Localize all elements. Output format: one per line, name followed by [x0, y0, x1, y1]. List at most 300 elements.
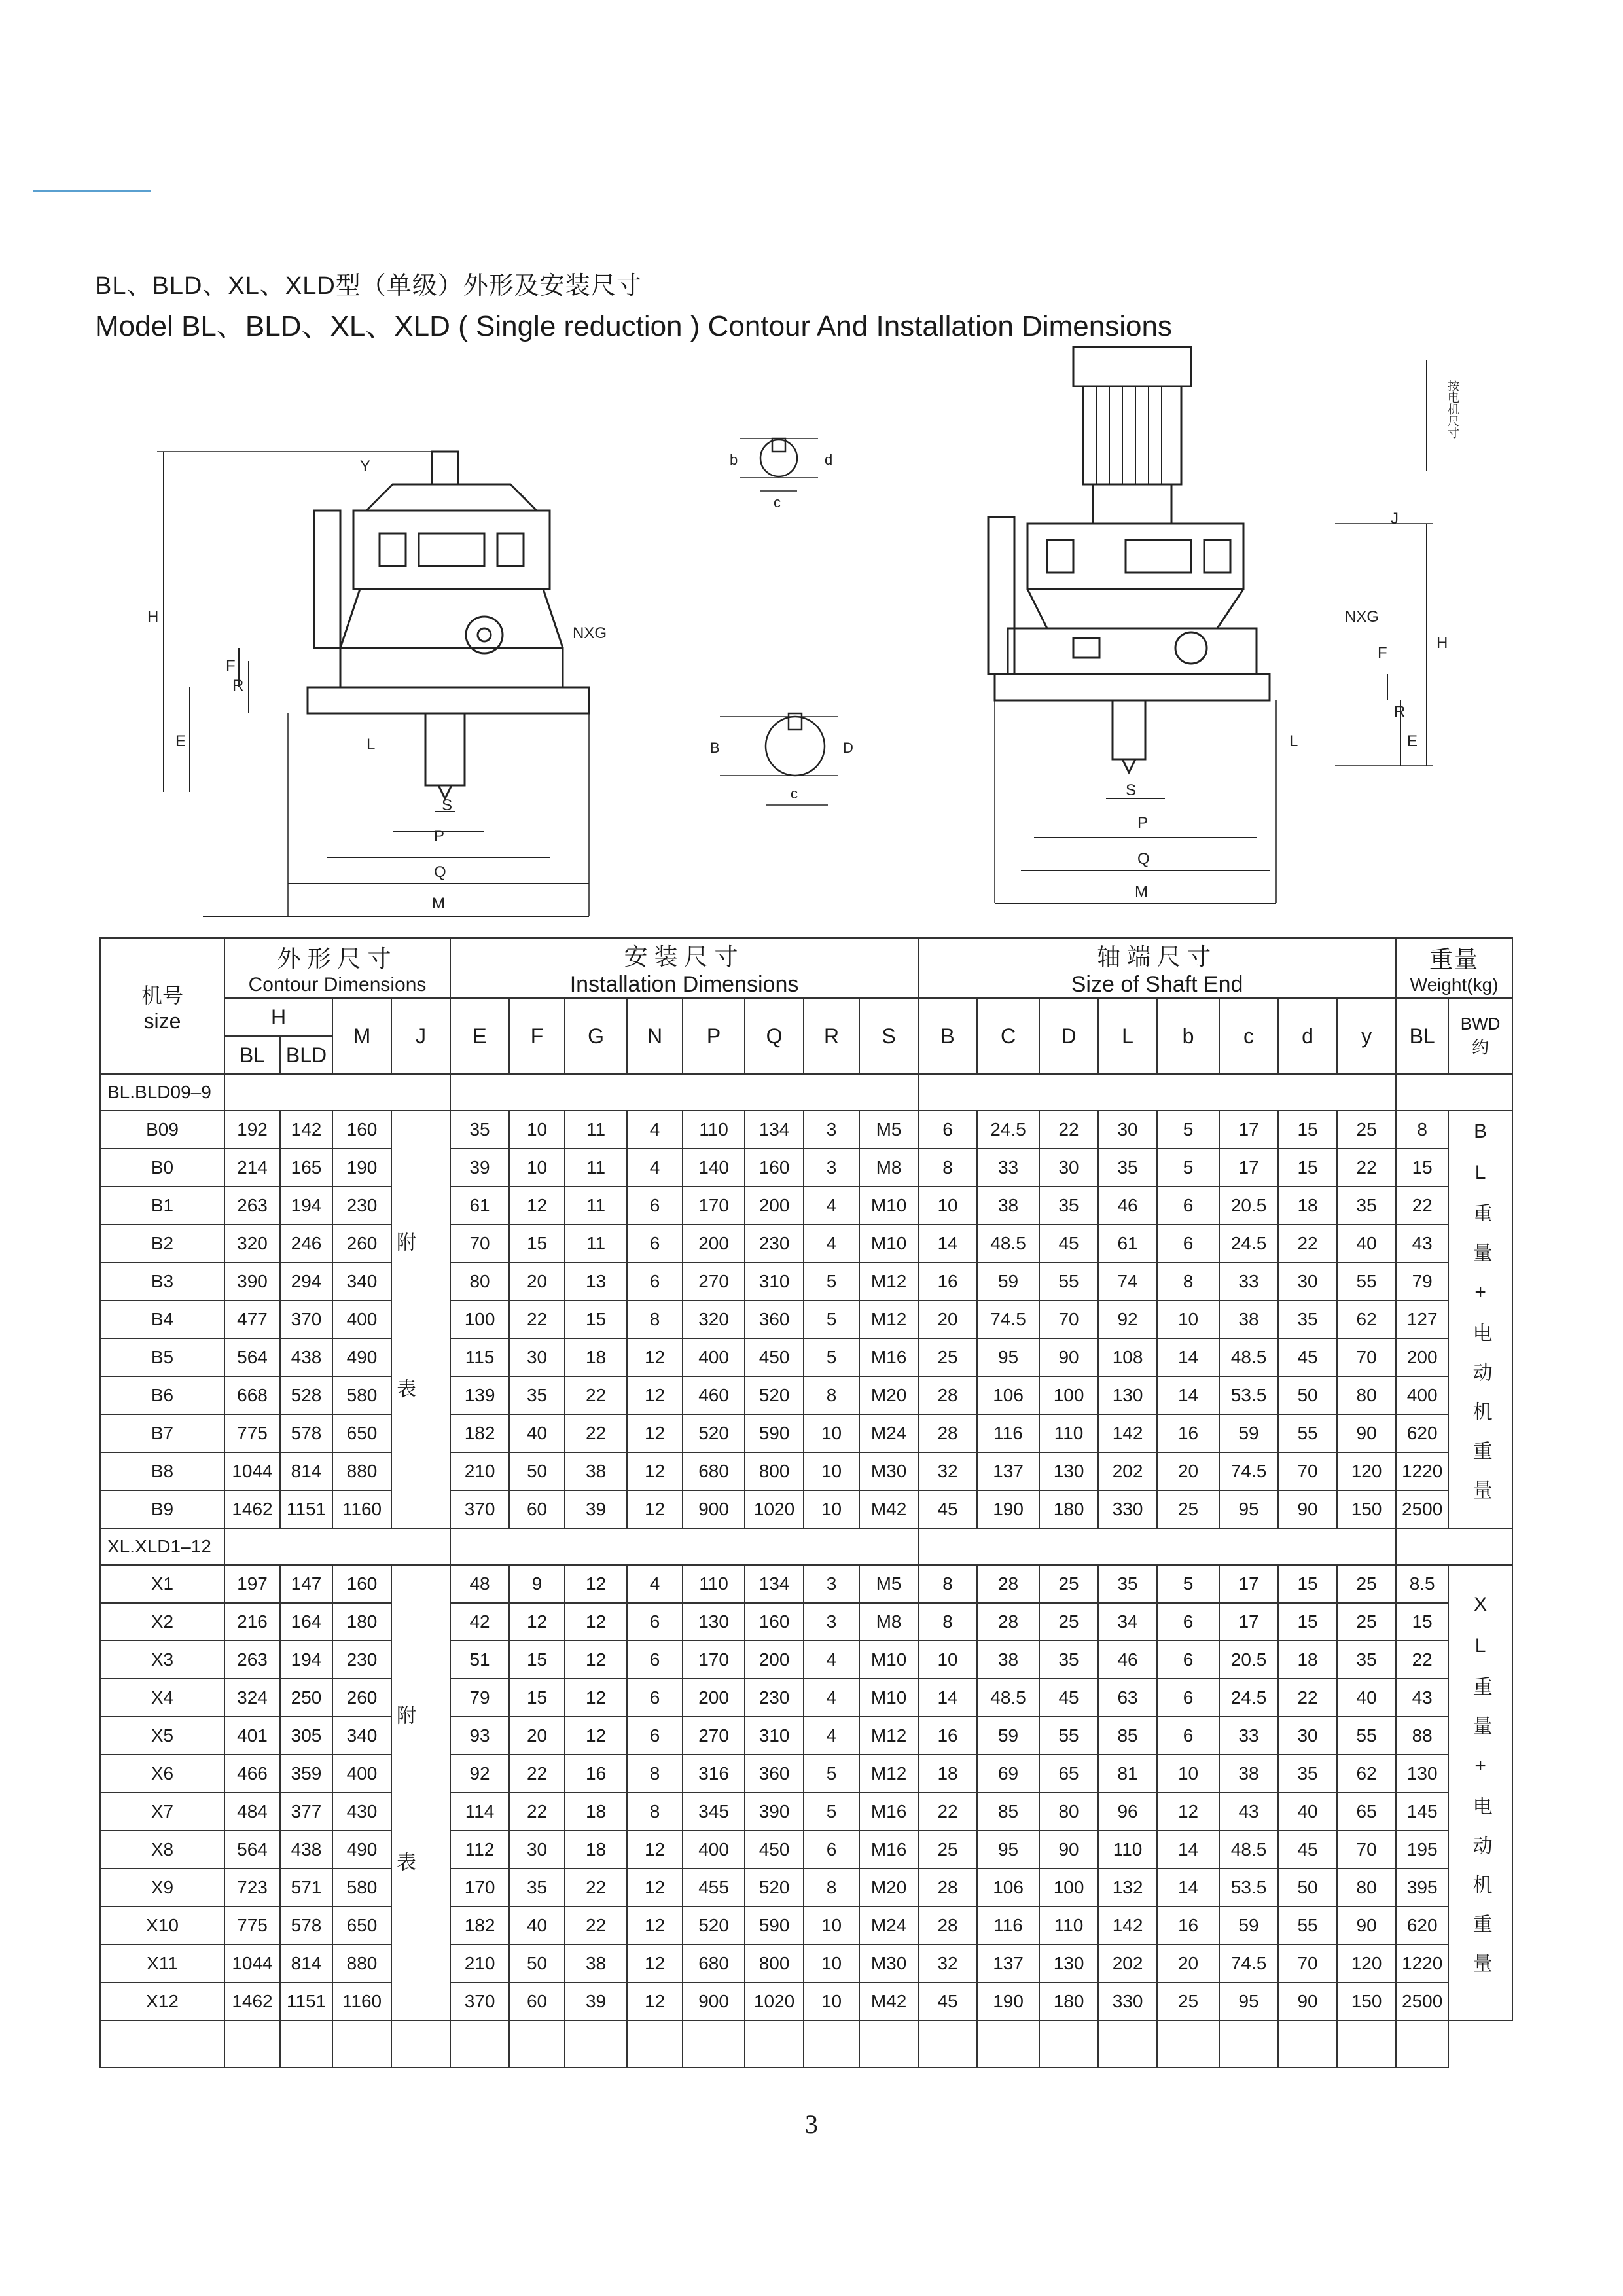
xl-cell-P: 680	[683, 1945, 745, 1982]
bl-cell-b: 5	[1157, 1149, 1219, 1187]
bl-cell-G: 11	[565, 1111, 627, 1149]
xl-cell-N: 12	[627, 1945, 683, 1982]
xl-cell-C: 59	[977, 1717, 1039, 1755]
xl-cell-G: 22	[565, 1869, 627, 1907]
col-H-BLD: BLD	[280, 1036, 332, 1074]
xl-cell-P: 316	[683, 1755, 745, 1793]
bl-cell-y: 25	[1337, 1111, 1396, 1149]
bl-cell-L: 330	[1098, 1490, 1157, 1528]
bl-cell-F: 40	[509, 1414, 565, 1452]
xl-cell-P: 170	[683, 1641, 745, 1679]
col-d: d	[1278, 998, 1337, 1074]
dimension-table	[99, 937, 1513, 2068]
xl-cell-B: 8	[918, 1603, 977, 1641]
xl-cell-c: 43	[1219, 1793, 1278, 1831]
bl-cell-y: 35	[1337, 1187, 1396, 1225]
bl-cell-L: 92	[1098, 1300, 1157, 1338]
xl-cell-B: 32	[918, 1945, 977, 1982]
xl-cell-S: M8	[859, 1603, 918, 1641]
label-F-right: F	[1378, 644, 1387, 662]
bl-cell-C: 48.5	[977, 1225, 1039, 1263]
xl-cell-S: M12	[859, 1755, 918, 1793]
xl-cell-b: 14	[1157, 1831, 1219, 1869]
xl-cell-d: 18	[1278, 1641, 1337, 1679]
xl-cell-d: 15	[1278, 1603, 1337, 1641]
xl-cell-size: X2	[100, 1603, 224, 1641]
bl-cell-D: 110	[1039, 1414, 1098, 1452]
xl-cell-H-BLD: 305	[280, 1717, 332, 1755]
col-J: J	[391, 998, 450, 1074]
bl-cell-size: B3	[100, 1263, 224, 1300]
xl-cell-H-BL: 564	[224, 1831, 280, 1869]
xl-cell-G: 38	[565, 1945, 627, 1982]
xl-cell-L: 202	[1098, 1945, 1157, 1982]
xl-cell-y: 55	[1337, 1717, 1396, 1755]
xl-cell-D: 180	[1039, 1982, 1098, 2020]
bl-cell-d: 35	[1278, 1300, 1337, 1338]
bl-cell-D: 35	[1039, 1187, 1098, 1225]
bl-cell-S: M16	[859, 1338, 918, 1376]
xl-cell-Q: 590	[745, 1907, 804, 1945]
xl-cell-S: M10	[859, 1641, 918, 1679]
xl-cell-B: 28	[918, 1869, 977, 1907]
bl-cell-d: 50	[1278, 1376, 1337, 1414]
xl-cell-y: 25	[1337, 1565, 1396, 1603]
xl-cell-c: 33	[1219, 1717, 1278, 1755]
bl-cell-B: 25	[918, 1338, 977, 1376]
bl-cell-E: 115	[450, 1338, 509, 1376]
bl-cell-R: 10	[804, 1490, 859, 1528]
xl-cell-F: 35	[509, 1869, 565, 1907]
col-y: y	[1337, 998, 1396, 1074]
label-Q-right: Q	[1137, 850, 1150, 868]
bl-cell-d: 15	[1278, 1149, 1337, 1187]
xl-cell-H-BLD: 377	[280, 1793, 332, 1831]
bl-cell-C: 137	[977, 1452, 1039, 1490]
xl-cell-weight-BL: 43	[1396, 1679, 1448, 1717]
bl-cell-H-BLD: 814	[280, 1452, 332, 1490]
xl-cell-H-BLD: 571	[280, 1869, 332, 1907]
xl-cell-C: 137	[977, 1945, 1039, 1982]
bl-cell-P: 520	[683, 1414, 745, 1452]
xl-cell-weight-BL: 145	[1396, 1793, 1448, 1831]
bl-cell-B: 6	[918, 1111, 977, 1149]
xl-cell-y: 150	[1337, 1982, 1396, 2020]
size-header-en: size	[143, 1009, 181, 1033]
xl-cell-F: 50	[509, 1945, 565, 1982]
xl-cell-weight-BL: 22	[1396, 1641, 1448, 1679]
bl-cell-P: 900	[683, 1490, 745, 1528]
bl-cell-M: 490	[332, 1338, 391, 1376]
xl-cell-E: 79	[450, 1679, 509, 1717]
shaft-header-cn: 轴端尺寸	[1097, 943, 1218, 970]
bl-cell-y: 120	[1337, 1452, 1396, 1490]
xl-cell-M: 260	[332, 1679, 391, 1717]
label-R-right: R	[1394, 703, 1406, 721]
xl-cell-H-BLD: 147	[280, 1565, 332, 1603]
xl-cell-L: 63	[1098, 1679, 1157, 1717]
bl-cell-H-BL: 263	[224, 1187, 280, 1225]
bl-cell-F: 20	[509, 1263, 565, 1300]
bl-cell-B: 45	[918, 1490, 977, 1528]
bl-cell-F: 60	[509, 1490, 565, 1528]
table-footer-blank	[100, 2020, 1512, 2068]
bl-cell-size: B1	[100, 1187, 224, 1225]
xl-cell-E: 92	[450, 1755, 509, 1793]
xl-cell-S: M5	[859, 1565, 918, 1603]
bl-cell-H-BL: 214	[224, 1149, 280, 1187]
bl-cell-size: B2	[100, 1225, 224, 1263]
xl-cell-Q: 230	[745, 1679, 804, 1717]
bl-cell-D: 22	[1039, 1111, 1098, 1149]
bl-cell-F: 30	[509, 1338, 565, 1376]
bl-cell-H-BL: 564	[224, 1338, 280, 1376]
label-J-right: J	[1391, 510, 1399, 528]
xl-cell-B: 22	[918, 1793, 977, 1831]
bl-cell-G: 13	[565, 1263, 627, 1300]
bl-j-note-2: 表	[393, 1378, 415, 1407]
col-B: B	[918, 998, 977, 1074]
xl-cell-size: X3	[100, 1641, 224, 1679]
bl-cell-H-BL: 390	[224, 1263, 280, 1300]
xl-cell-M: 580	[332, 1869, 391, 1907]
xl-cell-B: 45	[918, 1982, 977, 2020]
group-xl-label: XL.XLD1–12	[100, 1528, 224, 1565]
bl-cell-S: M12	[859, 1263, 918, 1300]
xl-cell-R: 3	[804, 1565, 859, 1603]
bl-cell-H-BLD: 578	[280, 1414, 332, 1452]
bl-cell-L: 130	[1098, 1376, 1157, 1414]
bl-cell-size: B7	[100, 1414, 224, 1452]
xl-cell-D: 35	[1039, 1641, 1098, 1679]
xl-cell-P: 130	[683, 1603, 745, 1641]
xl-cell-d: 55	[1278, 1907, 1337, 1945]
bl-cell-b: 20	[1157, 1452, 1219, 1490]
xl-cell-d: 40	[1278, 1793, 1337, 1831]
xl-cell-M: 430	[332, 1793, 391, 1831]
xl-cell-F: 22	[509, 1755, 565, 1793]
xl-j-note-1: 附	[393, 1705, 415, 1734]
xl-cell-C: 116	[977, 1907, 1039, 1945]
bl-cell-B: 32	[918, 1452, 977, 1490]
xl-cell-b: 16	[1157, 1907, 1219, 1945]
xl-cell-P: 270	[683, 1717, 745, 1755]
bl-cell-R: 10	[804, 1414, 859, 1452]
xl-cell-G: 18	[565, 1793, 627, 1831]
xl-cell-N: 12	[627, 1982, 683, 2020]
xl-cell-size: X6	[100, 1755, 224, 1793]
label-Q: Q	[434, 863, 446, 881]
xl-cell-M: 490	[332, 1831, 391, 1869]
xl-cell-c: 17	[1219, 1565, 1278, 1603]
bl-cell-B: 8	[918, 1149, 977, 1187]
header-row-1	[100, 938, 1512, 998]
label-M: M	[432, 895, 445, 912]
xl-cell-B: 28	[918, 1907, 977, 1945]
bl-cell-F: 22	[509, 1300, 565, 1338]
xl-cell-L: 34	[1098, 1603, 1157, 1641]
xl-cell-M: 180	[332, 1603, 391, 1641]
xl-cell-weight-BL: 620	[1396, 1907, 1448, 1945]
xl-cell-M: 1160	[332, 1982, 391, 2020]
bl-cell-R: 4	[804, 1187, 859, 1225]
xl-cell-size: X7	[100, 1793, 224, 1831]
bl-cell-weight-BL: 200	[1396, 1338, 1448, 1376]
bl-cell-D: 45	[1039, 1225, 1098, 1263]
xl-cell-N: 12	[627, 1831, 683, 1869]
xl-cell-H-BL: 324	[224, 1679, 280, 1717]
bl-cell-S: M10	[859, 1225, 918, 1263]
xl-cell-F: 30	[509, 1831, 565, 1869]
bl-cell-H-BL: 775	[224, 1414, 280, 1452]
xl-cell-H-BLD: 250	[280, 1679, 332, 1717]
size-header-cn: 机号	[141, 983, 183, 1007]
bl-cell-S: M10	[859, 1187, 918, 1225]
bl-cell-d: 70	[1278, 1452, 1337, 1490]
xl-cell-B: 25	[918, 1831, 977, 1869]
table-row	[100, 1945, 1512, 1982]
bl-cell-d: 55	[1278, 1414, 1337, 1452]
label-B: B	[710, 740, 720, 756]
bl-cell-Q: 200	[745, 1187, 804, 1225]
xl-cell-P: 345	[683, 1793, 745, 1831]
bl-cell-y: 22	[1337, 1149, 1396, 1187]
group-xl-label-row	[100, 1528, 1512, 1565]
xl-cell-d: 45	[1278, 1831, 1337, 1869]
xl-cell-B: 18	[918, 1755, 977, 1793]
label-b: b	[730, 452, 738, 468]
bl-cell-b: 10	[1157, 1300, 1219, 1338]
bl-cell-N: 12	[627, 1376, 683, 1414]
xl-cell-B: 14	[918, 1679, 977, 1717]
xl-cell-E: 170	[450, 1869, 509, 1907]
xl-cell-H-BL: 216	[224, 1603, 280, 1641]
bl-cell-H-BLD: 438	[280, 1338, 332, 1376]
xl-cell-weight-BL: 1220	[1396, 1945, 1448, 1982]
bl-cell-B: 10	[918, 1187, 977, 1225]
xl-cell-size: X5	[100, 1717, 224, 1755]
col-R: R	[804, 998, 859, 1074]
xl-cell-M: 400	[332, 1755, 391, 1793]
xl-cell-H-BLD: 359	[280, 1755, 332, 1793]
bl-cell-N: 12	[627, 1414, 683, 1452]
table-row	[100, 1565, 1512, 1603]
xl-cell-H-BL: 1462	[224, 1982, 280, 2020]
label-S: S	[442, 797, 453, 814]
bl-cell-G: 15	[565, 1300, 627, 1338]
bl-cell-b: 6	[1157, 1225, 1219, 1263]
bl-cell-G: 38	[565, 1452, 627, 1490]
xl-cell-D: 65	[1039, 1755, 1098, 1793]
bl-cell-G: 39	[565, 1490, 627, 1528]
label-NXG: NXG	[573, 624, 607, 642]
bl-cell-R: 10	[804, 1452, 859, 1490]
bl-cell-y: 90	[1337, 1414, 1396, 1452]
left-reducer-drawing	[157, 452, 589, 916]
bl-cell-E: 210	[450, 1452, 509, 1490]
bl-cell-b: 5	[1157, 1111, 1219, 1149]
xl-cell-b: 5	[1157, 1565, 1219, 1603]
install-header-en: Installation Dimensions	[569, 972, 799, 997]
xl-cell-R: 4	[804, 1679, 859, 1717]
label-D: D	[843, 740, 853, 756]
xl-cell-d: 70	[1278, 1945, 1337, 1982]
bl-cell-C: 33	[977, 1149, 1039, 1187]
bl-cell-L: 202	[1098, 1452, 1157, 1490]
xl-cell-size: X8	[100, 1831, 224, 1869]
xl-cell-F: 9	[509, 1565, 565, 1603]
label-c-bottom: c	[791, 785, 798, 802]
bl-cell-weight-BL: 2500	[1396, 1490, 1448, 1528]
xl-cell-R: 6	[804, 1831, 859, 1869]
motor-note: 按电机尺寸	[1446, 380, 1459, 439]
xl-cell-c: 48.5	[1219, 1831, 1278, 1869]
bl-cell-F: 15	[509, 1225, 565, 1263]
bl-cell-weight-BL: 43	[1396, 1225, 1448, 1263]
xl-cell-M: 340	[332, 1717, 391, 1755]
xl-cell-G: 12	[565, 1641, 627, 1679]
shaft-detail-drawing	[720, 439, 838, 805]
table-row	[100, 1717, 1512, 1755]
table-row	[100, 1225, 1512, 1263]
bl-cell-size: B5	[100, 1338, 224, 1376]
bl-cell-C: 106	[977, 1376, 1039, 1414]
xl-cell-G: 18	[565, 1831, 627, 1869]
xl-cell-d: 30	[1278, 1717, 1337, 1755]
xl-cell-F: 60	[509, 1982, 565, 2020]
xl-cell-D: 25	[1039, 1603, 1098, 1641]
bl-cell-y: 62	[1337, 1300, 1396, 1338]
title-chinese: BL、BLD、XL、XLD型（单级）外形及安装尺寸	[95, 272, 642, 300]
col-c: c	[1219, 998, 1278, 1074]
xl-cell-R: 10	[804, 1982, 859, 2020]
bl-cell-N: 12	[627, 1452, 683, 1490]
xl-cell-F: 20	[509, 1717, 565, 1755]
bl-cell-M: 190	[332, 1149, 391, 1187]
label-c-top: c	[774, 494, 781, 511]
bl-cell-H-BLD: 1151	[280, 1490, 332, 1528]
bl-cell-H-BL: 192	[224, 1111, 280, 1149]
xl-cell-G: 12	[565, 1565, 627, 1603]
header-row-2	[100, 998, 1512, 1036]
xl-cell-C: 48.5	[977, 1679, 1039, 1717]
bl-cell-N: 12	[627, 1338, 683, 1376]
xl-cell-C: 190	[977, 1982, 1039, 2020]
bl-cell-size: B4	[100, 1300, 224, 1338]
bl-cell-G: 18	[565, 1338, 627, 1376]
bl-cell-N: 6	[627, 1225, 683, 1263]
col-E: E	[450, 998, 509, 1074]
xl-cell-L: 132	[1098, 1869, 1157, 1907]
bl-cell-D: 30	[1039, 1149, 1098, 1187]
install-header-cn: 安装尺寸	[624, 943, 745, 970]
xl-cell-C: 106	[977, 1869, 1039, 1907]
table-row	[100, 1300, 1512, 1338]
xl-cell-C: 28	[977, 1565, 1039, 1603]
xl-cell-P: 900	[683, 1982, 745, 2020]
label-P-right: P	[1137, 814, 1149, 832]
bl-cell-E: 80	[450, 1263, 509, 1300]
xl-cell-c: 53.5	[1219, 1869, 1278, 1907]
technical-drawings	[92, 340, 1518, 929]
xl-cell-D: 90	[1039, 1831, 1098, 1869]
label-L: L	[366, 736, 376, 753]
xl-cell-c: 74.5	[1219, 1945, 1278, 1982]
xl-cell-N: 8	[627, 1793, 683, 1831]
xl-cell-size: X4	[100, 1679, 224, 1717]
xl-cell-M: 880	[332, 1945, 391, 1982]
bl-cell-b: 6	[1157, 1187, 1219, 1225]
xl-cell-E: 48	[450, 1565, 509, 1603]
bl-cell-S: M8	[859, 1149, 918, 1187]
top-accent-line	[33, 190, 151, 192]
label-Y: Y	[360, 457, 371, 475]
bl-cell-R: 3	[804, 1111, 859, 1149]
bl-cell-c: 38	[1219, 1300, 1278, 1338]
bl-cell-S: M42	[859, 1490, 918, 1528]
table-row	[100, 1111, 1512, 1149]
xl-cell-B: 16	[918, 1717, 977, 1755]
bl-j-note	[391, 1111, 450, 1528]
table-row	[100, 1452, 1512, 1490]
xl-cell-D: 130	[1039, 1945, 1098, 1982]
bl-cell-G: 22	[565, 1376, 627, 1414]
bl-cell-G: 11	[565, 1187, 627, 1225]
bl-cell-size: B09	[100, 1111, 224, 1149]
xl-cell-L: 46	[1098, 1641, 1157, 1679]
bl-cell-N: 6	[627, 1187, 683, 1225]
bl-cell-H-BLD: 142	[280, 1111, 332, 1149]
xl-cell-R: 10	[804, 1945, 859, 1982]
bl-cell-P: 110	[683, 1111, 745, 1149]
bl-cell-size: B6	[100, 1376, 224, 1414]
xl-cell-y: 40	[1337, 1679, 1396, 1717]
xl-weight-note	[1448, 1565, 1512, 2020]
xl-cell-G: 16	[565, 1755, 627, 1793]
xl-cell-M: 230	[332, 1641, 391, 1679]
xl-cell-S: M10	[859, 1679, 918, 1717]
weight-header-en: Weight(kg)	[1410, 974, 1499, 995]
bl-cell-P: 680	[683, 1452, 745, 1490]
xl-cell-H-BL: 775	[224, 1907, 280, 1945]
bl-weight-note-text: BL重量+电动机重量	[1469, 1120, 1491, 1519]
bl-cell-c: 74.5	[1219, 1452, 1278, 1490]
xl-cell-weight-BL: 88	[1396, 1717, 1448, 1755]
bl-cell-P: 200	[683, 1225, 745, 1263]
bl-cell-G: 11	[565, 1149, 627, 1187]
bl-cell-C: 74.5	[977, 1300, 1039, 1338]
xl-cell-G: 12	[565, 1603, 627, 1641]
xl-cell-D: 55	[1039, 1717, 1098, 1755]
xl-cell-E: 370	[450, 1982, 509, 2020]
bl-cell-H-BL: 477	[224, 1300, 280, 1338]
xl-cell-E: 42	[450, 1603, 509, 1641]
bl-cell-B: 28	[918, 1376, 977, 1414]
bl-cell-c: 95	[1219, 1490, 1278, 1528]
col-N: N	[627, 998, 683, 1074]
xl-cell-Q: 360	[745, 1755, 804, 1793]
xl-cell-P: 200	[683, 1679, 745, 1717]
bl-cell-L: 108	[1098, 1338, 1157, 1376]
title-english: Model BL、BLD、XL、XLD ( Single reduction ) Contour And Installation Dimensions	[95, 310, 1172, 342]
label-M-right: M	[1135, 883, 1148, 901]
xl-cell-c: 59	[1219, 1907, 1278, 1945]
xl-cell-N: 6	[627, 1641, 683, 1679]
xl-cell-c: 38	[1219, 1755, 1278, 1793]
bl-cell-P: 270	[683, 1263, 745, 1300]
bl-cell-L: 30	[1098, 1111, 1157, 1149]
bl-cell-c: 17	[1219, 1111, 1278, 1149]
